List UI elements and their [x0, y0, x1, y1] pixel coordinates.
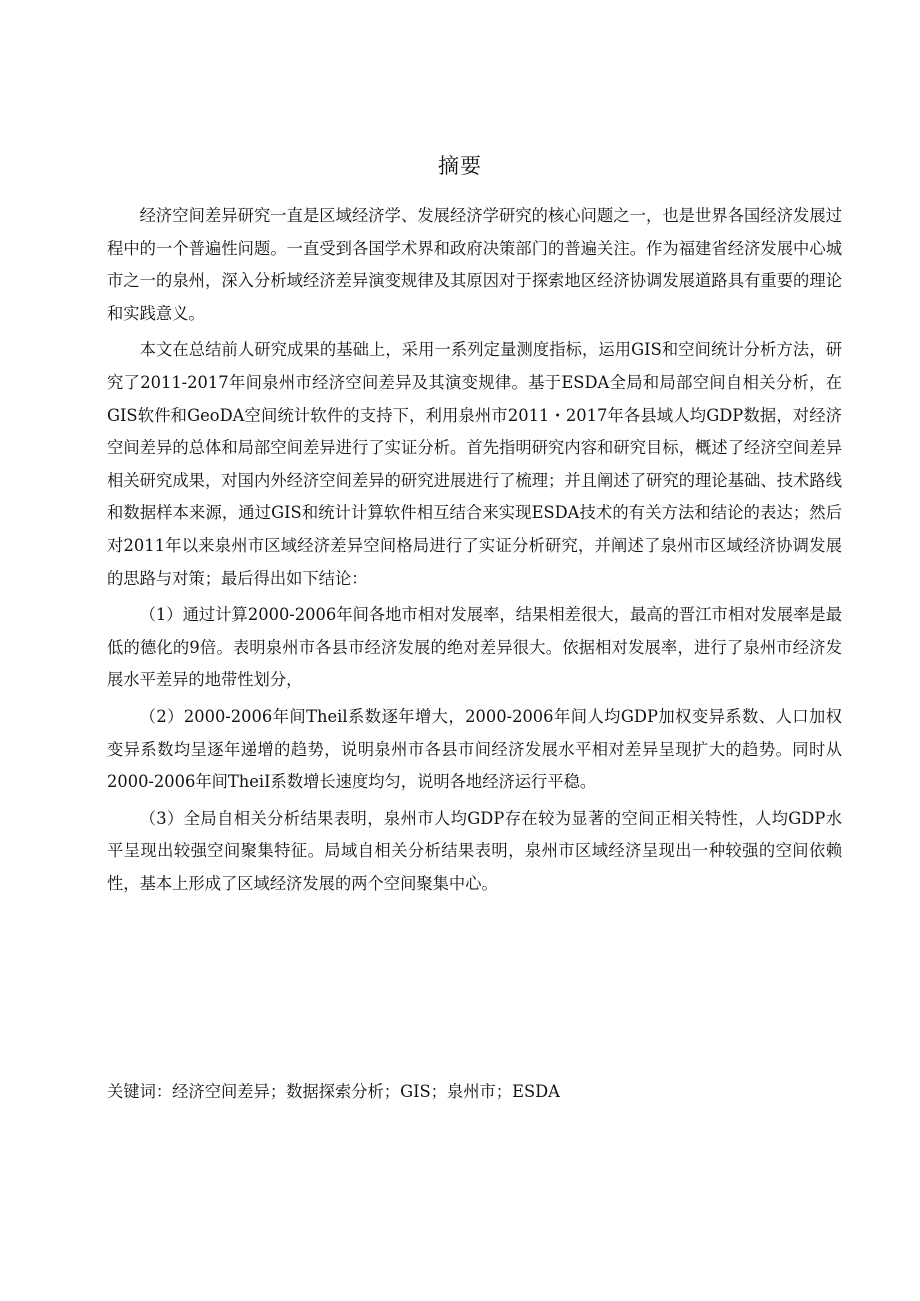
keywords-line: 关键词：经济空间差异；数据探索分析；GIS；泉州市；ESDA: [107, 1082, 560, 1101]
paragraph-methods: 本文在总结前人研究成果的基础上，采用一系列定量测度指标，运用GIS和空间统计分析方法，研究了2011-2017年间泉州市经济空间差异及其演变规律。基于ESDA全局和局部空间自相关分析，在GIS软件和GeoDA空间统计软件的支持下，利用泉州市2011・2017年各县域人均GDP数据，对经济空间差异的总体和局部空间差异进行了实证分析。首先指明研究内容和研究目标，概述了经济空间差异相关研究成果，对国内外经济空间差异的研究进展进行了梳理；并且阐述了研究的理论基础、技术路线和数据样本来源，通过GIS和统计计算软件相互结合来实现ESDA技术的有关方法和结论的表达；然后对2011年以来泉州市区域经济差异空间格局进行了实证分析研究，并阐述了泉州市区域经济协调发展的思路与对策；最后得出如下结论：: [107, 340, 842, 588]
abstract-body: [107, 200, 842, 900]
paragraph-conclusion-3: （3）全局自相关分析结果表明，泉州市人均GDP存在较为显著的空间正相关特性，人均GDP水平呈现出较强空间聚集特征。局域自相关分析结果表明，泉州市区域经济呈现出一种较强的空间依赖性，基本上形成了区域经济发展的两个空间聚集中心。: [107, 808, 842, 893]
paragraph-intro: 经济空间差异研究一直是区域经济学、发展经济学研究的核心问题之一，也是世界各国经济发展过程中的一个普遍性问题。一直受到各国学术界和政府决策部门的普遍关注。作为福建省经济发展中心城市之一的泉州，深入分析域经济差异演变规律及其原因对于探索地区经济协调发展道路具有重要的理论和实践意义。: [107, 206, 842, 323]
paragraph-conclusion-2: （2）2000-2006年间Theil系数逐年增大，2000-2006年间人均GDP加权变异系数、人口加权变异系数均呈逐年递增的趋势，说明泉州市各县市间经济发展水平相对差异呈现扩大的趋势。同时从2000-2006年间TheiI系数增长速度均匀，说明各地经济运行平稳。: [107, 706, 842, 792]
abstract-title: 摘要: [438, 154, 482, 178]
paragraph-conclusion-1: （1）通过计算2000-2006年间各地市相对发展率，结果相差很大，最高的晋江市相对发展率是最低的德化的9倍。表明泉州市各县市经济发展的绝对差异很大。依据相对发展率，进行了泉州市经济发展水平差异的地带性划分，: [107, 605, 842, 690]
